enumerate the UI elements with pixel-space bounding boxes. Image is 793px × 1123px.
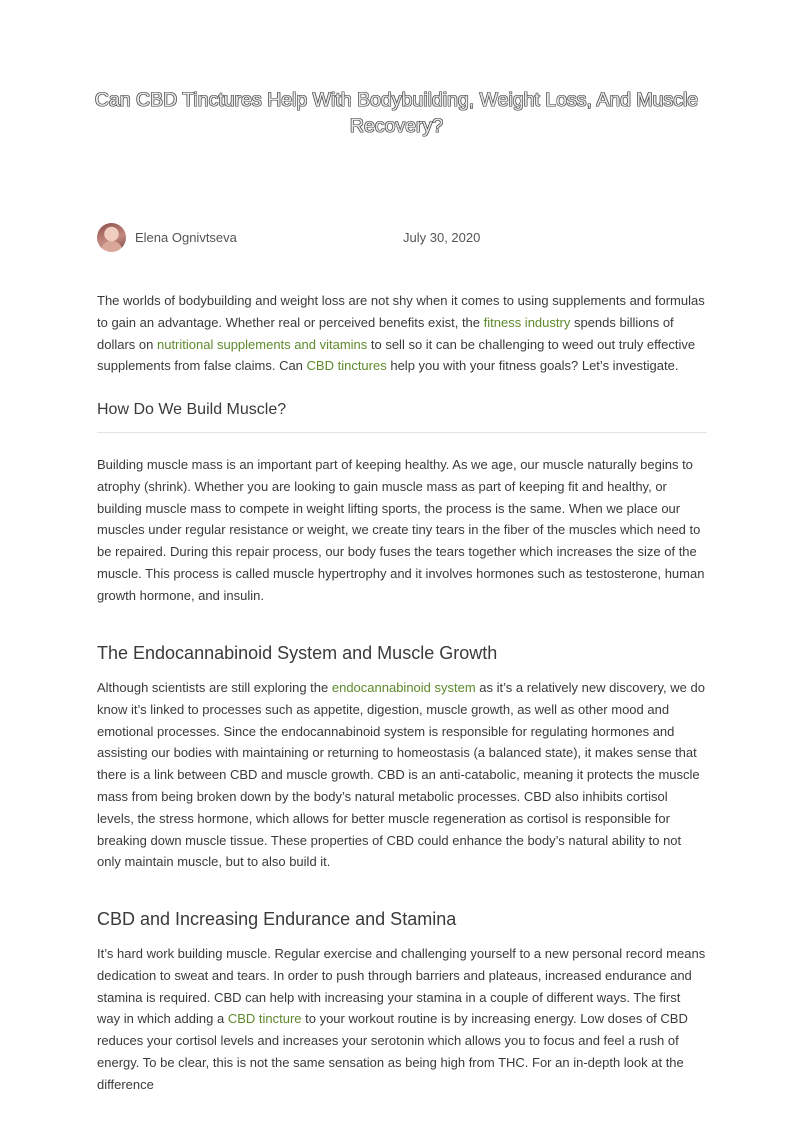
endocannabinoid-system-link[interactable]: endocannabinoid system	[331, 680, 476, 695]
post-date: July 30, 2020	[403, 230, 481, 245]
section-divider	[97, 432, 707, 433]
section-heading-endurance: CBD and Increasing Endurance and Stamina	[97, 909, 457, 929]
intro-text: The worlds of bodybuilding and weight loss are not shy when it comes to using supplements and formulas to gain an advantage. Whether real or perceived benefits exist, the	[97, 293, 705, 330]
article-title: Can CBD Tinctures Help With Bodybuilding, Weight Loss, And Muscle Recovery?	[94, 89, 699, 137]
section-heading-endocannabinoid: The Endocannabinoid System and Muscle Growth	[97, 643, 498, 663]
fitness-industry-link[interactable]: fitness industry	[483, 314, 571, 330]
paragraph-text: Although scientists are still exploring the	[97, 680, 332, 695]
paragraph-text: to your workout routine is by increasing energy. Low doses of CBD reduces your cortisol levels and increases your serotonin which allows you to focus and feel a rush of energy. To be clear, this is not the same sensation as being high from THC. For an in-depth look at the difference	[97, 1011, 688, 1092]
endurance-paragraph	[97, 943, 707, 1096]
intro-text: spends billions of dollars on	[97, 314, 674, 352]
intro-text: help you with your fitness goals? Let’s investigate.	[386, 358, 679, 374]
nutritional-supplements-link[interactable]: nutritional supplements and vitamins	[156, 336, 368, 352]
intro-paragraph	[97, 290, 707, 377]
author-avatar[interactable]	[97, 223, 126, 252]
endocannabinoid-paragraph	[97, 677, 707, 873]
intro-text: to sell so it can be challenging to weed out truly effective supplements from false claims. Can	[97, 336, 696, 374]
build-muscle-paragraph: Building muscle mass is an important part of keeping healthy. As we age, our muscle naturally begins to atrophy (shrink). Whether you are looking to gain muscle mass as part of keeping fit and healthy, or building muscle mass to compete in weight lifting sports, the process is the same. When we place our muscles under regular resistance or weight, we create tiny tears in the fiber of the muscles which need to be repaired. During this repair process, our body fuses the tears together which increases the size of the muscle. This process is called muscle hypertrophy and it involves hormones such as testosterone, human growth hormone, and insulin.	[97, 457, 705, 603]
author-name[interactable]: Elena Ognivtseva	[135, 230, 237, 245]
cbd-tincture-link[interactable]: CBD tincture	[227, 1011, 302, 1027]
author-bar	[97, 223, 517, 253]
cbd-tinctures-link[interactable]: CBD tinctures	[306, 358, 387, 374]
section-heading-build-muscle: How Do We Build Muscle?	[97, 401, 287, 418]
paragraph-text: as it’s a relatively new discovery, we do know it’s linked to processes such as appetite, digestion, muscle growth, as well as other mood and emotional processes. Since the endocannabinoid system is responsible for regulating hormones and assisting our bodies with maintaining or returning to homeostasis (a balanced state), it makes sense that there is a link between CBD and muscle growth. CBD is an anti-catabolic, meaning it protects the muscle mass from being broken down by the body’s natural metabolic processes. CBD also inhibits cortisol levels, the stress hormone, which allows for better muscle regeneration as cortisol is responsible for breaking down muscle tissue. These properties of CBD could enhance the body’s natural ability to not only maintain muscle, but to also build it.	[97, 680, 705, 870]
paragraph-text: It’s hard work building muscle. Regular exercise and challenging yourself to a new personal record means dedication to sweat and tears. In order to push through barriers and plateaus, increased endurance and stamina is required. CBD can help with increasing your stamina in a couple of different ways. The first way in which adding a	[97, 946, 706, 1027]
